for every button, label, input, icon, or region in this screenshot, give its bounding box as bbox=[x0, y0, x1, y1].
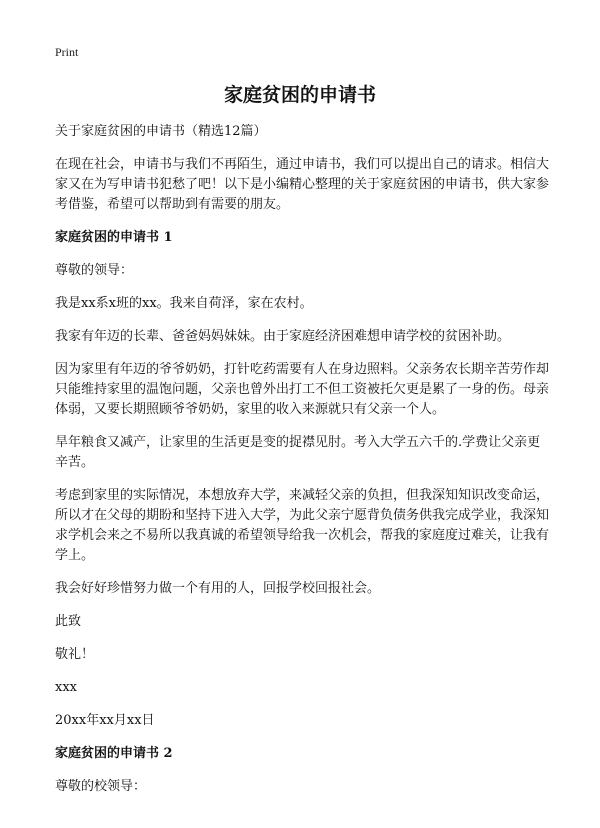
section-2-greeting: 尊敬的校领导： bbox=[55, 779, 147, 794]
intro-paragraph: 在现在社会，申请书与我们不再陌生，通过申请书，我们可以提出自己的请求。相信大家又在为写申请书犯愁了吧！以下是小编精心整理的关于家庭贫困的申请书，供大家参考借鉴，希望可以帮助到有需要的朋友。 bbox=[55, 157, 550, 212]
closing-salutation: 此致 bbox=[55, 614, 82, 629]
document-subtitle: 关于家庭贫困的申请书（精选12篇） bbox=[55, 124, 267, 139]
signature: xxx bbox=[55, 680, 77, 695]
section-1-paragraph: 我是xx系x班的xx。我来自荷泽，家在农村。 bbox=[55, 296, 313, 311]
closing-respect: 敬礼！ bbox=[55, 647, 95, 662]
date: 20xx年xx月xx日 bbox=[55, 713, 155, 728]
section-1-paragraph: 我家有年迈的长辈、爸爸妈妈妹妹。由于家庭经济困难想申请学校的贫困补助。 bbox=[55, 329, 511, 344]
print-label[interactable]: Print bbox=[55, 45, 79, 59]
section-2-heading: 家庭贫困的申请书 2 bbox=[55, 746, 173, 761]
section-1-paragraph: 我会好好珍惜努力做一个有用的人，回报学校回报社会。 bbox=[55, 581, 381, 596]
section-1-paragraph: 旱年粮食又减产，让家里的生活更是变的捉襟见肘。考入大学五六千的.学费让父亲更辛苦。 bbox=[55, 435, 541, 470]
section-1-greeting: 尊敬的领导： bbox=[55, 263, 134, 278]
section-1-paragraph: 因为家里有年迈的爷爷奶奶，打针吃药需要有人在身边照料。父亲务农长期辛苦劳作却只能维持家里的温饱问题，父亲也曾外出打工不但工资被托欠更是累了一身的伤。母亲体弱，又要长期照顾爷爷奶奶，家里的收入来源就只有父亲一个人。 bbox=[55, 362, 550, 417]
document-title: 家庭贫困的申请书 bbox=[223, 84, 376, 106]
section-1-heading: 家庭贫困的申请书 1 bbox=[55, 230, 173, 245]
document-body bbox=[55, 122, 550, 810]
section-1-paragraph: 考虑到家里的实际情况，本想放弃大学，来减轻父亲的负担，但我深知知识改变命运，所以才在父母的期盼和坚持下进入大学，为此父亲宁愿背负债务供我完成学业，我深知求学机会来之不易所以我真诚的希望领导给我一次机会，帮我的家庭度过难关，让我有学上。 bbox=[55, 488, 550, 563]
